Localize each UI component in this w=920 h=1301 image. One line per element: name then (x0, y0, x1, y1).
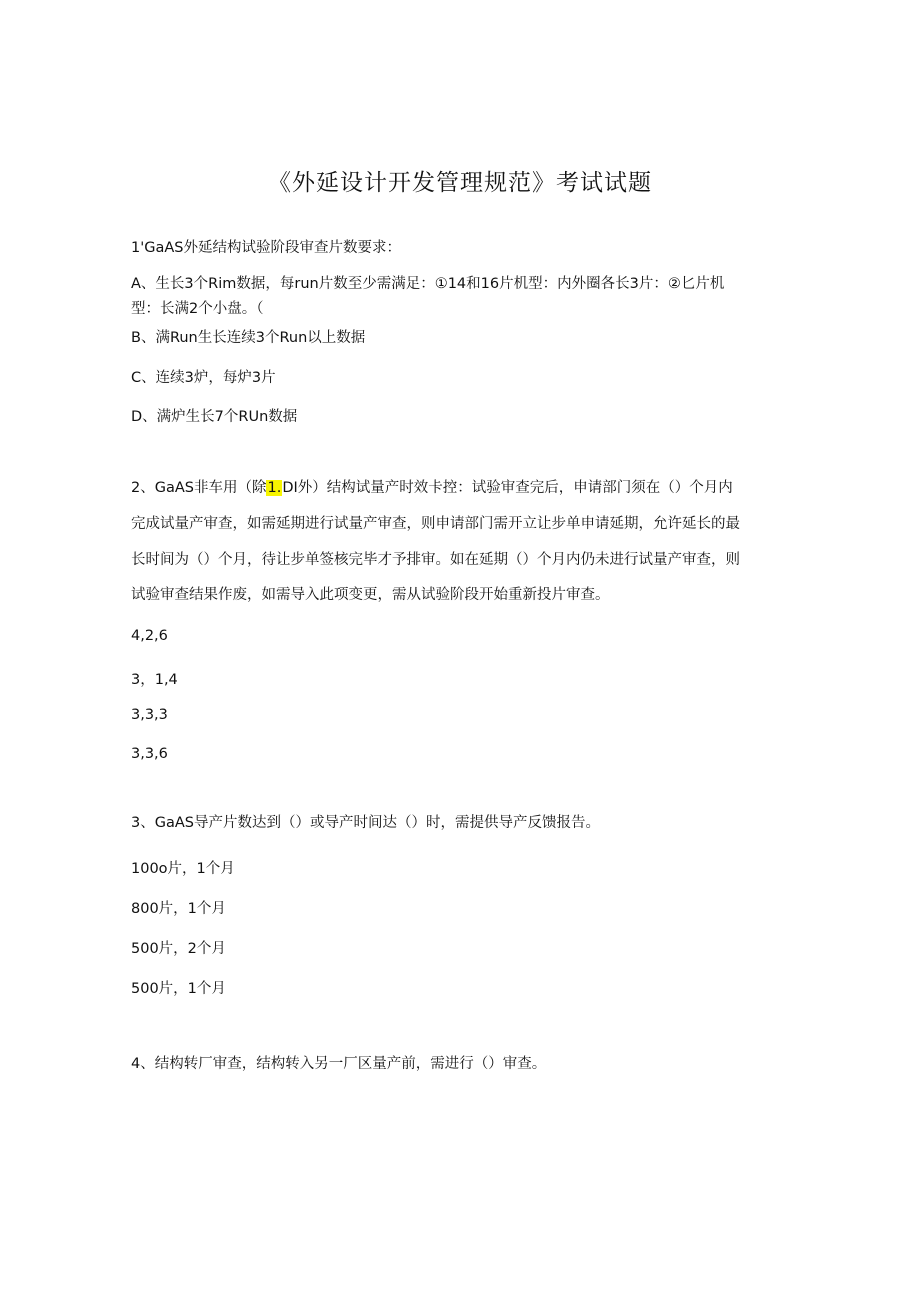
highlight-mark: 1. (267, 480, 282, 496)
question-2-line1 (131, 476, 733, 497)
question-2-line3: 长时间为（）个月，待让步单签核完毕才予排审。如在延期（）个月内仍未进行试量产审查，则 (131, 552, 740, 568)
question-2-option: 4,2,6 (131, 628, 168, 644)
question-3-option: 500片，1个月 (131, 981, 226, 997)
question-2-line4: 试验审查结果作废，如需导入此项变更，需从试验阶段开始重新投片审查。 (131, 587, 610, 603)
question-1-option-d: D、满炉生长7个RUn数据 (131, 409, 298, 425)
question-3-option: 800片，1个月 (131, 901, 226, 917)
question-1-option-a-line1: A、生长3个Rim数据，每run片数至少需满足：①14和16片机型：内外圈各长3片：②匕片机 (131, 276, 725, 292)
question-4-stem: 4、结构转厂审查，结构转入另一厂区量产前，需进行（）审查。 (131, 1056, 547, 1072)
question-1-option-b: B、满Run生长连续3个Run以上数据 (131, 330, 366, 346)
question-2-line1-rest: DI外）结构试量产时效卡控：试验审查完后，申请部门须在（）个月内 (282, 480, 733, 496)
question-2-option: 3,3,3 (131, 707, 168, 723)
question-2-line2: 完成试量产审查，如需延期进行试量产审查，则申请部门需开立让步单申请延期，允许延长的最 (131, 516, 740, 532)
question-3-option: 100o片，1个月 (131, 861, 235, 877)
question-3-stem: 3、GaAS导产片数达到（）或导产时间达（）时，需提供导产反馈报告。 (131, 815, 600, 831)
question-2-option: 3，1,4 (131, 672, 178, 688)
question-2-line1-pre: 2、GaAS非车用（除 (131, 480, 267, 496)
question-1-stem: 1'GaAS外延结构试验阶段审查片数要求： (131, 240, 401, 256)
question-2-option: 3,3,6 (131, 746, 168, 762)
question-3-option: 500片，2个月 (131, 941, 226, 957)
question-1-option-a-line2: 型：长满2个小盘。（ (131, 301, 264, 317)
question-1-option-c: C、连续3炉，每炉3片 (131, 370, 276, 386)
exam-title: 《外延设计开发管理规范》考试试题 (268, 170, 652, 196)
